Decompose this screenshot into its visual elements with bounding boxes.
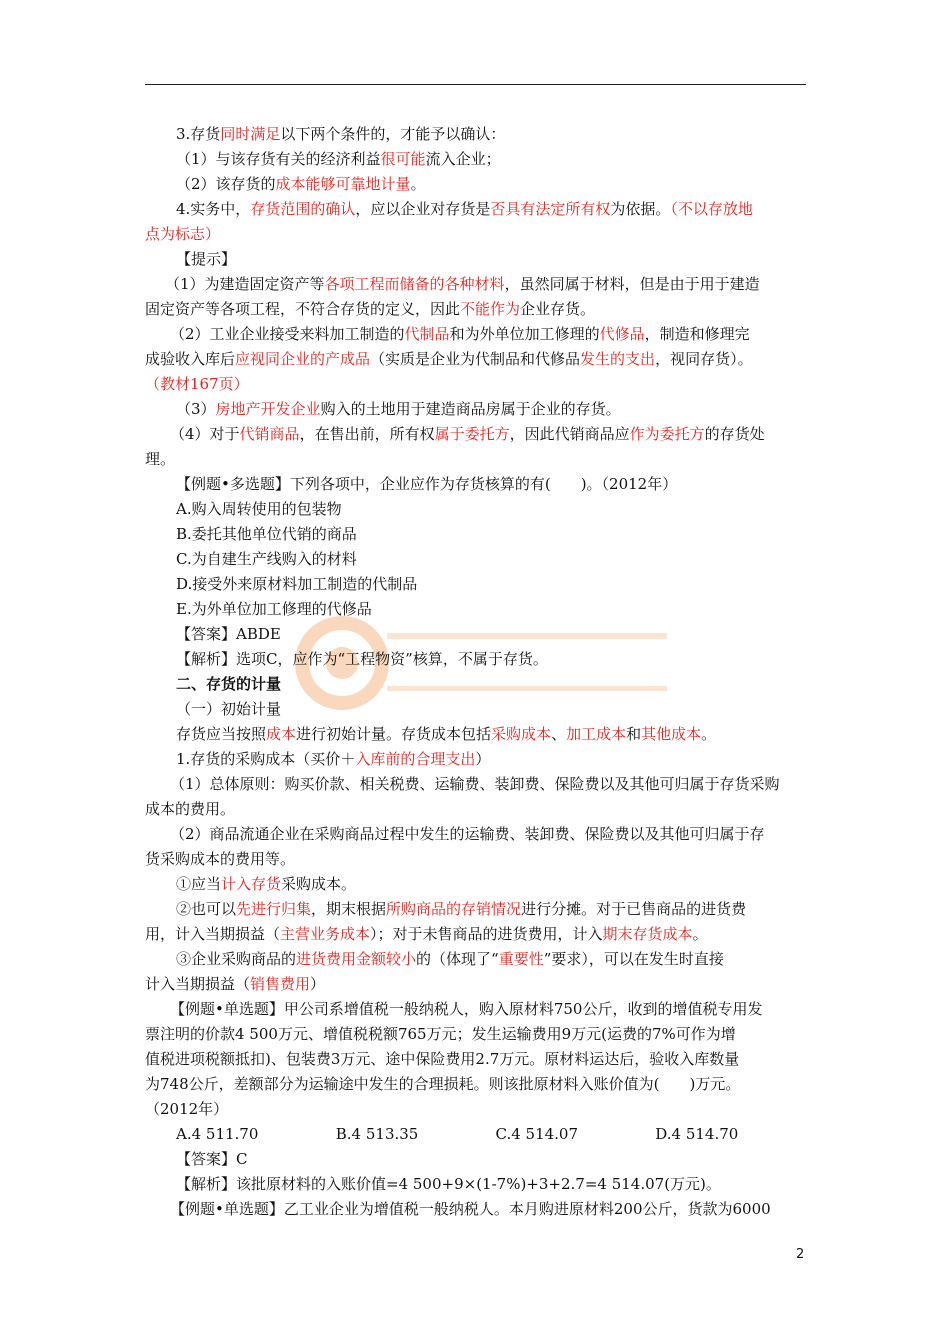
text-span: C.为自建生产线购入的材料 (176, 550, 357, 568)
text-line (145, 272, 815, 297)
text-line (145, 1147, 815, 1172)
text-line (145, 1197, 815, 1222)
text-span: 企业存货。 (520, 300, 596, 318)
text-span: （2）商品流通企业在采购商品过程中发生的运输费、装卸费、保险费以及其他可归属于存 (170, 825, 765, 843)
highlight-text: 各项工程而储备的各种材料 (324, 275, 505, 293)
text-span: 【解析】该批原材料的入账价值=4 500+9×(1-7%)+3+2.7=4 514.07(万元)。 (176, 1175, 721, 1193)
text-line (145, 197, 815, 222)
text-line (145, 372, 815, 397)
highlight-text: 代制品 (404, 325, 450, 343)
text-span: 【答案】ABDE (176, 625, 281, 643)
text-line (145, 172, 815, 197)
highlight-text: 加工成本 (566, 725, 627, 743)
text-span: 。 (701, 725, 717, 743)
text-line (145, 597, 815, 622)
text-span: 【例题•单选题】乙工业企业为增值税一般纳税人。本月购进原材料200公斤，货款为6000 (170, 1200, 771, 1218)
text-line (145, 997, 815, 1022)
highlight-text: 代销商品 (239, 425, 300, 443)
highlight-text: 房地产开发企业 (215, 400, 321, 418)
text-span: ，制造和修理完 (644, 325, 750, 343)
highlight-text: 计入存货 (221, 875, 282, 893)
text-span: 。 (410, 175, 426, 193)
text-span: 二、存货的计量 (176, 675, 282, 693)
text-span: 和为外单位加工修理的 (449, 325, 600, 343)
text-line (145, 122, 815, 147)
text-line (145, 947, 815, 972)
text-span: ，期末根据 (311, 900, 387, 918)
text-span: 【解析】选项C，应作为“工程物资”核算，不属于存货。 (176, 650, 548, 668)
text-span: E.为外单位加工修理的代修品 (176, 600, 372, 618)
option-item: B.4 513.35 (335, 1125, 419, 1143)
text-line (145, 922, 815, 947)
text-span: （2012年） (145, 1100, 229, 1118)
text-span: 【例题•单选题】甲公司系增值税一般纳税人，购入原材料750公斤，收到的增值税专用发 (170, 1000, 763, 1018)
text-line (145, 547, 815, 572)
text-line (145, 1072, 815, 1097)
text-line (145, 1022, 815, 1047)
highlight-text: 代修品 (599, 325, 645, 343)
highlight-text: 主营业务成本 (280, 925, 371, 943)
text-span: 【提示】 (176, 250, 237, 268)
text-span: （3） (176, 400, 216, 418)
text-line (145, 647, 815, 672)
text-span: （实质是企业为代制品和代修品 (370, 350, 581, 368)
text-span: 成本的费用。 (145, 800, 236, 818)
text-line (145, 522, 815, 547)
text-line (145, 722, 815, 747)
answer-options (145, 1122, 815, 1147)
text-line (145, 1047, 815, 1072)
text-line (145, 572, 815, 597)
highlight-text: 应视同企业的产成品 (235, 350, 371, 368)
option-item: D.4 514.70 (655, 1125, 739, 1143)
highlight-text: 所购商品的存销情况 (386, 900, 522, 918)
text-span: 。 (692, 925, 708, 943)
text-span: （4）对于 (170, 425, 240, 443)
highlight-text: 成本 (266, 725, 297, 743)
highlight-text: 同时满足 (220, 125, 281, 143)
text-line (145, 847, 815, 872)
text-span: 存货应当按照 (176, 725, 267, 743)
text-span: 为748公斤，差额部分为运输途中发生的合理损耗。则该批原材料入账价值为( )万元。 (145, 1075, 741, 1093)
text-line (145, 322, 815, 347)
text-span: 的（体现了“ (416, 950, 499, 968)
option-item: A.4 511.70 (176, 1125, 259, 1143)
text-span: ，在售出前，所有权 (299, 425, 435, 443)
text-line (145, 1172, 815, 1197)
text-line (145, 972, 815, 997)
text-span: ，因此代销商品应 (509, 425, 630, 443)
text-span: （2）该存货的 (176, 175, 276, 193)
document-body (145, 122, 815, 1222)
text-line (145, 872, 815, 897)
text-span: （1）总体原则：购买价款、相关税费、运输费、装卸费、保险费以及其他可归属于存货采购 (170, 775, 780, 793)
highlight-text: 属于委托方 (434, 425, 510, 443)
highlight-text: （不以存放地 (670, 200, 753, 218)
page-number: 2 (796, 1247, 805, 1262)
text-span: 以下两个条件的，才能予以确认： (280, 125, 506, 143)
highlight-text: （教材167页） (145, 375, 249, 393)
highlight-text: 重要性 (498, 950, 544, 968)
text-span: 【例题•多选题】下列各项中，企业应作为存货核算的有( )。（2012年） (176, 475, 678, 493)
text-span: 【答案】C (176, 1150, 248, 1168)
text-span: 1.存货的采购成本（买价＋ (176, 750, 356, 768)
highlight-text: 成本能够可靠地计量 (275, 175, 411, 193)
text-line (145, 347, 815, 372)
text-span: （一）初始计量 (176, 700, 282, 718)
text-line (145, 472, 815, 497)
text-line (145, 822, 815, 847)
highlight-text: 入库前的合理支出 (355, 750, 476, 768)
text-span: 用，计入当期损益（ (145, 925, 281, 943)
text-span: ，虽然同属于材料，但是由于用于建造 (504, 275, 760, 293)
text-line (145, 222, 815, 247)
text-line (145, 797, 815, 822)
highlight-text: 采购成本 (491, 725, 552, 743)
text-span: ） (475, 750, 491, 768)
highlight-text: 销售费用 (250, 975, 311, 993)
text-span: 、 (551, 725, 567, 743)
header-rule (145, 84, 806, 85)
text-line (145, 772, 815, 797)
text-span: 3.存货 (176, 125, 221, 143)
text-span: 理。 (145, 450, 176, 468)
highlight-text: 期末存货成本 (602, 925, 693, 943)
text-span: 的存货处 (704, 425, 765, 443)
text-span: A.购入周转使用的包装物 (176, 500, 342, 518)
text-line (145, 697, 815, 722)
text-span: ②也可以 (176, 900, 237, 918)
highlight-text: 很可能 (380, 150, 426, 168)
text-span: ，视同存货）。 (655, 350, 753, 368)
text-span: 流入企业； (425, 150, 501, 168)
highlight-text: 否具有法定所有权 (490, 200, 611, 218)
text-span: ①应当 (176, 875, 222, 893)
highlight-text: 不能作为 (460, 300, 521, 318)
option-item: C.4 514.07 (495, 1125, 579, 1143)
text-span: 票注明的价款4 500万元、增值税税额765万元；发生运输费用9万元(运费的7%可作为增 (145, 1025, 736, 1043)
text-span: 和 (626, 725, 642, 743)
text-span: ，应以企业对存货是 (355, 200, 491, 218)
text-line (145, 397, 815, 422)
text-line (145, 247, 815, 272)
text-span: 进行分摊。对于已售商品的进货费 (521, 900, 747, 918)
highlight-text: 先进行归集 (236, 900, 312, 918)
highlight-text: 作为委托方 (629, 425, 705, 443)
text-span: 购入的土地用于建造商品房属于企业的存货。 (320, 400, 621, 418)
text-line (145, 1097, 815, 1122)
text-span: ）；对于未售商品的进货费用，计入 (370, 925, 603, 943)
text-span: （1）与该存货有关的经济利益 (176, 150, 381, 168)
text-line (145, 672, 815, 697)
highlight-text: 发生的支出 (580, 350, 656, 368)
text-line (145, 622, 815, 647)
text-span: ） (310, 975, 326, 993)
text-line (145, 297, 815, 322)
text-line (145, 422, 815, 447)
text-span: 货采购成本的费用等。 (145, 850, 296, 868)
text-line (145, 147, 815, 172)
text-span: B.委托其他单位代销的商品 (176, 525, 357, 543)
text-span: 固定资产等各项工程，不符合存货的定义，因此 (145, 300, 461, 318)
text-span: ③企业采购商品的 (176, 950, 297, 968)
text-span: 计入当期损益（ (145, 975, 251, 993)
text-span: 为依据。 (610, 200, 671, 218)
text-span: 进行初始计量。存货成本包括 (296, 725, 492, 743)
text-span: 成验收入库后 (145, 350, 236, 368)
text-span: 值税进项税额抵扣)、包装费3万元、途中保险费用2.7万元。原材料运达后，验收入库数量 (145, 1050, 740, 1068)
highlight-text: 存货范围的确认 (250, 200, 356, 218)
text-span: 采购成本。 (281, 875, 357, 893)
text-span: ”要求），可以在发生时直接 (543, 950, 724, 968)
text-line (145, 497, 815, 522)
highlight-text: 进货费用金额较小 (296, 950, 417, 968)
highlight-text: 点为标志） (145, 225, 221, 243)
highlight-text: 其他成本 (641, 725, 702, 743)
text-span: （2）工业企业接受来料加工制造的 (170, 325, 405, 343)
text-line (145, 747, 815, 772)
text-span: （1）为建造固定资产等 (165, 275, 325, 293)
text-span: D.接受外来原材料加工制造的代制品 (176, 575, 418, 593)
text-span: 4.实务中， (176, 200, 251, 218)
text-line (145, 897, 815, 922)
text-line (145, 447, 815, 472)
